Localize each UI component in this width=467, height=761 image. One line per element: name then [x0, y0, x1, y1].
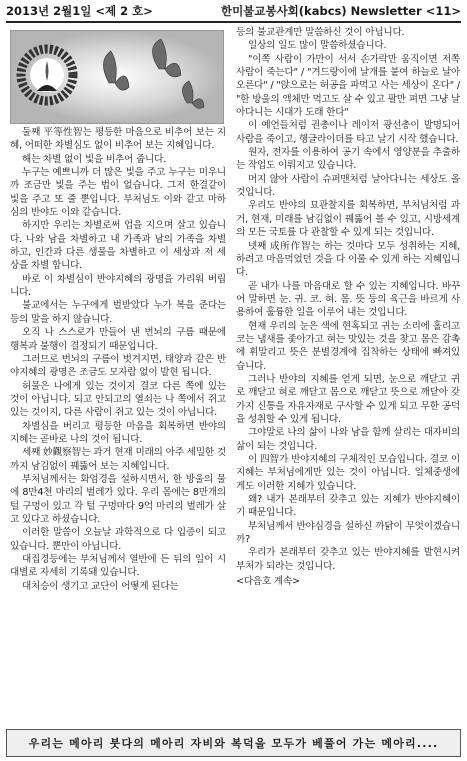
paragraph: 둘째 平等性智는 평등한 마음으로 비추어 보는 지혜, 어떠한 차별심도 없이 비추어 보는 지혜입니다.: [10, 127, 226, 152]
paragraph: 차별심을 버리고 평등한 마음을 회복하면 반야의 지혜는 곧바로 나의 것이 됩니다.: [10, 420, 226, 445]
lotus-butterfly-illustration: [10, 30, 224, 124]
header-divider: [6, 21, 461, 23]
paragraph: 곧 내가 나를 마음대로 할 수 있는 지혜입니다. 바꾸어 말하면 눈. 귀. 코. 혀. 몸. 뜻 등의 육근을 바르게 사용하여 훌륭한 일을 이루어 내는 것입니다.: [236, 280, 460, 319]
paragraph: 그러나 반야의 지혜를 얻게 되면, 눈으로 깨닫고 귀로 깨닫고 혀로 깨닫고 몸으로 깨닫고 뜻으로 깨닫아 갖가지 신통을 자유자재로 구사할 수 있게 되고 무한 공덕을 성취할 수 있게 됩니다.: [236, 373, 460, 425]
paragraph: 오직 나 스스로가 만들어 낸 번뇌의 구름 때문에 행복과 불행이 결정되기 때문입니다.: [10, 327, 226, 352]
paragraph: 이 예언들처럼 권총이나 레이저 광선총이 발명되어 사람을 죽이고, 행글라이더를 타고 날기 시작 했습니다.: [236, 120, 460, 145]
paragraph: 바로 이 차별심이 반야지혜의 광명을 가리워 버립니다.: [10, 273, 226, 299]
paragraph: 허물은 나에게 있는 것이지 결코 다른 쪽에 있는 것이 아닙니다. 되고 안되고의 열쇠는 나 쪽에서 쥐고 있는 것이지, 다른 사람이 쥐고 있는 것이 아닙니다.: [10, 380, 226, 419]
paragraph: 등의 불교관계만 말씀하신 것이 아닙니다.: [236, 27, 405, 38]
paragraph: 왜? 내가 본래부터 갖추고 있는 지혜가 반야지혜이기 때문입니다.: [236, 494, 460, 519]
paragraph: 원자, 전자를 이용하여 공기 속에서 영양분을 추출하는 작업도 이뤄지고 있습니다.: [236, 147, 460, 172]
right-column-text: [236, 26, 460, 588]
paragraph: 대처승이 생기고 교단이 어떻게 된다는: [22, 580, 179, 592]
paragraph: 이러한 말씀이 오늘날 과학적으로 다 입증이 되고 있습니다. 뿐만이 아닙니다.: [10, 527, 226, 552]
paragraph: "이쪽 사람이 가만이 서서 손가락만 움직이면 저쪽 사람이 죽는다" / "겨드랑이에 날개를 붙여 하늘로 날아 오른다" / "앉으로는 허공을 파먹고 사는 세상이 온다" / "한 방울의 액체만 먹고도 살 수 있고 팔만 펴면 그냥 날아다니는 시대가 도래 한다": [236, 53, 460, 119]
paragraph: 우리가 본래부터 갖추고 있는 반야지혜를 발현시켜 부처가 되라는 것입니다.: [236, 547, 460, 572]
left-column-text: [10, 126, 226, 593]
paragraph: 그러므로 번뇌의 구름이 벗겨지면, 태양과 같은 반야지혜의 광명은 조금도 모자람 없이 발현 됩니다.: [10, 353, 226, 379]
paragraph: 해는 차별 없이 빛을 비추어 줍니다.: [22, 153, 167, 165]
footer-banner: 우리는 메아리 붓다의 메아리 자비와 복덕을 모두가 베풀어 가는 메아리....: [6, 729, 461, 757]
paragraph: 머지 않아 사람이 슈퍼맨처럼 날아다니는 세상도 올 것입니다.: [236, 173, 460, 199]
paragraph: 누구는 예쁘니까 더 많은 빛을 주고 누구는 미우니까 조금만 빛을 주는 법이 없습니다. 그저 한결같이 빛을 주고 또 줄 뿐입니다. 부처님도 이와 같고 마하심의 반야도 이와 같습니다.: [10, 167, 226, 219]
newsletter-header: [6, 3, 461, 19]
paragraph: 하지만 우리는 차별로써 업을 지으며 살고 있습니다. 나와 남을 차별하고 내 가족과 남의 가족을 차별하고, 인간과 다른 생물을 차별하고 이 세상과 저 세상을 차별 합니다.: [10, 220, 226, 272]
paragraph: 대집경등에는 부처님께서 열반에 든 뒤의 일이 시대별로 자세히 기록돼 있습니다.: [10, 554, 226, 579]
paragraph: 부처님께서는 화엄경을 설하시면서, 한 방울의 물에 8만4천 마리의 벌레가 있다. 우리 몸에는 8만개의 털 구멍이 있고 각 털 구멍마다 9억 마리의 벌레가 살고 있다고 하셨습니다.: [10, 473, 226, 525]
issue-date: 2013년 2월1일 <제 2 호>: [6, 4, 153, 18]
paragraph: 불교에서는 누구에게 벌받았다 누가 복을 준다는 등의 말을 하지 않습니다.: [10, 300, 226, 325]
continued-note: <다음호 계속>: [236, 576, 300, 588]
paragraph: 이 四智가 반야지혜의 구체적인 모습입니다. 결코 이 지혜는 부처님에게만 있는 것이 아닙니다. 일체중생에게도 이러한 지혜가 있습니다.: [236, 454, 460, 492]
paragraph: 세째 妙觀察智는 과거 현재 미래의 아주 세밀한 것까지 남김없이 꿰뚫어 보는 지혜입니다.: [10, 447, 226, 472]
paragraph: 일상의 일도 많이 말씀하셨습니다.: [248, 40, 387, 52]
newsletter-title: 한미불교봉사회(kabcs) Newsletter <11>: [221, 4, 461, 18]
butterfly-illustration-icon: [11, 31, 223, 123]
paragraph: 부처님께서 반야심경을 설하신 까닭이 무엇이겠습니까?: [236, 520, 460, 546]
paragraph: 그야말로 나의 삶이 나와 남을 함께 살리는 대자비의 삶이 되는 것입니다.: [236, 427, 460, 452]
paragraph: 우리도 반야의 묘관찰지를 회복하면, 부처님처럼 과거, 현재, 미래를 남김없이 꿰뚫어 볼 수 있고, 시방세계의 모든 국토를 다 관찰할 수 있게 되는 것입니다.: [236, 200, 460, 239]
paragraph: 넷째 成所作智는 하는 것마다 모두 성취하는 지혜, 하려고 마음먹었던 것을 다 이룰 수 있게 하는 지혜입니다.: [236, 240, 460, 279]
paragraph: 현재 우리의 눈은 색에 현혹되고 귀는 소리에 홀리고 코는 냄새를 좇아가고 혀는 맛있는 것을 찾고 몸은 감촉에 휘말리고 뜻은 분별경계에 집착하는 상태에 빠져있습니다.: [236, 320, 460, 372]
